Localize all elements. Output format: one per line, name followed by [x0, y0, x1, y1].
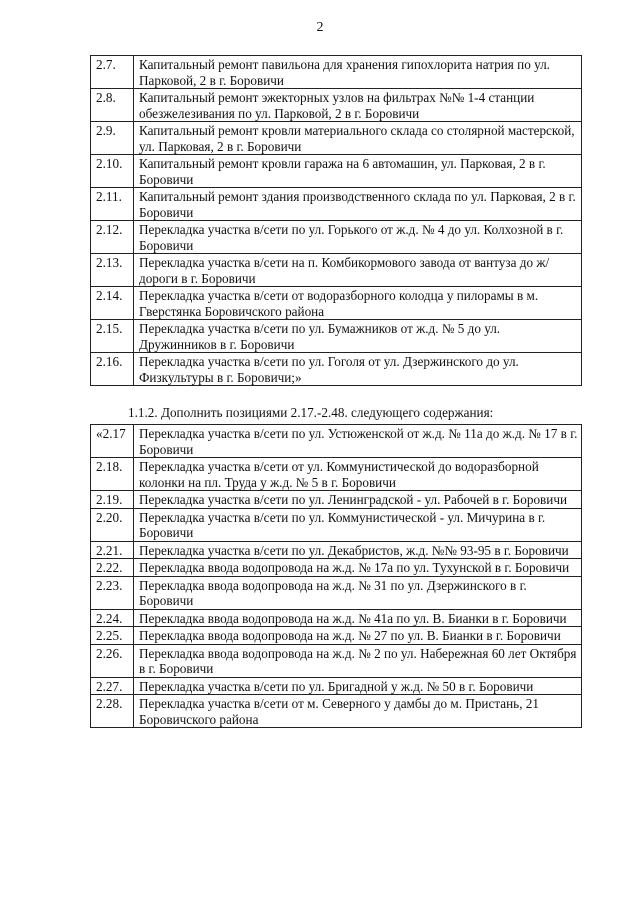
item-description: Капитальный ремонт кровли материального склада со столярной мастерской, ул. Парковая, 2 в г. Боровичи — [134, 122, 582, 155]
item-description: Перекладка ввода водопровода на ж.д. № 27 по ул. В. Бианки в г. Боровичи — [134, 627, 582, 645]
item-number: 2.27. — [91, 677, 134, 695]
item-description: Перекладка участка в/сети по ул. Декабристов, ж.д. №№ 93-95 в г. Боровичи — [134, 541, 582, 559]
table-row — [91, 155, 582, 188]
item-number: 2.22. — [91, 559, 134, 577]
item-number: 2.9. — [91, 122, 134, 155]
item-description: Перекладка ввода водопровода на ж.д. № 31 по ул. Дзержинского в г. Боровичи — [134, 576, 582, 609]
item-description: Перекладка участка в/сети по ул. Гоголя от ул. Дзержинского до ул. Физкультуры в г. Боровичи;» — [134, 353, 582, 386]
table-row — [91, 122, 582, 155]
table-row — [91, 677, 582, 695]
item-number: 2.16. — [91, 353, 134, 386]
item-number: «2.17 — [91, 425, 134, 458]
table-row — [91, 541, 582, 559]
item-description: Перекладка участка в/сети от м. Северного у дамбы до м. Пристань, 21 Боровичского района — [134, 695, 582, 728]
item-description: Перекладка участка в/сети по ул. Устюженской от ж.д. № 11а до ж.д. № 17 в г. Боровичи — [134, 425, 582, 458]
item-description: Капитальный ремонт кровли гаража на 6 автомашин, ул. Парковая, 2 в г. Боровичи — [134, 155, 582, 188]
table-row — [91, 627, 582, 645]
item-number: 2.28. — [91, 695, 134, 728]
item-number: 2.15. — [91, 320, 134, 353]
item-number: 2.14. — [91, 287, 134, 320]
table-row — [91, 188, 582, 221]
item-description: Капитальный ремонт здания производственного склада по ул. Парковая, 2 в г. Боровичи — [134, 188, 582, 221]
item-number: 2.25. — [91, 627, 134, 645]
works-table-2 — [90, 424, 582, 728]
item-description: Перекладка участка в/сети по ул. Коммунистической - ул. Мичурина в г. Боровичи — [134, 508, 582, 541]
item-number: 2.23. — [91, 576, 134, 609]
works-table-1 — [90, 55, 582, 386]
item-number: 2.8. — [91, 89, 134, 122]
item-number: 2.21. — [91, 541, 134, 559]
item-number: 2.19. — [91, 491, 134, 509]
table-row — [91, 458, 582, 491]
item-description: Перекладка участка в/сети по ул. Бригадной у ж.д. № 50 в г. Боровичи — [134, 677, 582, 695]
item-number: 2.18. — [91, 458, 134, 491]
item-description: Капитальный ремонт павильона для хранения гипохлорита натрия по ул. Парковой, 2 в г. Боровичи — [134, 56, 582, 89]
item-number: 2.10. — [91, 155, 134, 188]
table-row — [91, 609, 582, 627]
item-description: Перекладка ввода водопровода на ж.д. № 41а по ул. В. Бианки в г. Боровичи — [134, 609, 582, 627]
table-row — [91, 644, 582, 677]
item-description: Перекладка ввода водопровода на ж.д. № 17а по ул. Тухунской в г. Боровичи — [134, 559, 582, 577]
item-number: 2.20. — [91, 508, 134, 541]
table-row — [91, 320, 582, 353]
item-description: Перекладка участка в/сети на п. Комбикормового завода от вантуза до ж/дороги в г. Боровичи — [134, 254, 582, 287]
item-description: Перекладка участка в/сети от водоразборного колодца у пилорамы в м. Гверстянка Боровичского района — [134, 287, 582, 320]
table-row — [91, 576, 582, 609]
table-row — [91, 287, 582, 320]
table-row — [91, 221, 582, 254]
item-description: Перекладка участка в/сети по ул. Горького от ж.д. № 4 до ул. Колхозной в г. Боровичи — [134, 221, 582, 254]
table-row — [91, 425, 582, 458]
item-number: 2.26. — [91, 644, 134, 677]
item-number: 2.13. — [91, 254, 134, 287]
table-row — [91, 508, 582, 541]
table-row — [91, 353, 582, 386]
item-description: Перекладка участка в/сети по ул. Бумажников от ж.д. № 5 до ул. Дружинников в г. Боровичи — [134, 320, 582, 353]
table-row — [91, 254, 582, 287]
table-row — [91, 89, 582, 122]
amendment-paragraph: 1.1.2. Дополнить позициями 2.17.-2.48. следующего содержания: — [128, 405, 494, 420]
page-number: 2 — [316, 20, 324, 35]
table-row — [91, 559, 582, 577]
item-number: 2.12. — [91, 221, 134, 254]
item-description: Перекладка участка в/сети от ул. Коммунистической до водоразборной колонки на пл. Труда у ж.д. № 5 в г. Боровичи — [134, 458, 582, 491]
table-row — [91, 491, 582, 509]
table-row — [91, 56, 582, 89]
item-description: Перекладка участка в/сети по ул. Ленинградской - ул. Рабочей в г. Боровичи — [134, 491, 582, 509]
item-description: Перекладка ввода водопровода на ж.д. № 2 по ул. Набережная 60 лет Октября в г. Боровичи — [134, 644, 582, 677]
table-row — [91, 695, 582, 728]
item-number: 2.11. — [91, 188, 134, 221]
item-number: 2.7. — [91, 56, 134, 89]
item-number: 2.24. — [91, 609, 134, 627]
item-description: Капитальный ремонт эжекторных узлов на фильтрах №№ 1-4 станции обезжелезивания по ул. Парковой, 2 в г. Боровичи — [134, 89, 582, 122]
